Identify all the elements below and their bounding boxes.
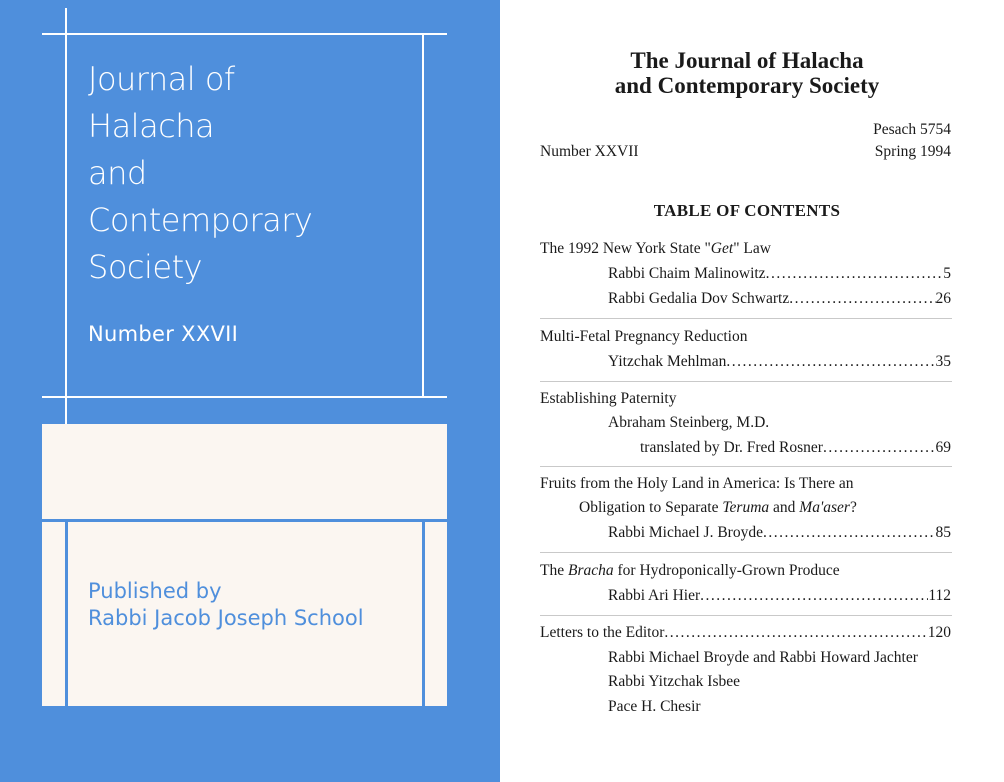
title-text: ?	[849, 499, 857, 516]
cover-title-line: and	[88, 154, 147, 192]
cover-panel-line	[65, 520, 68, 706]
author-name: Yitzchak Mehlman	[608, 353, 727, 370]
page-number: 85	[935, 524, 951, 541]
page-number: 69	[935, 439, 951, 456]
leader-dots	[823, 439, 936, 457]
cover-panel-line	[42, 519, 447, 522]
cover-frame-line	[42, 396, 447, 398]
author-name: Rabbi Gedalia Dov Schwartz	[608, 290, 790, 307]
section-divider	[540, 552, 952, 553]
letters-contributor: Pace H. Chesir	[608, 698, 701, 715]
cover-publisher	[88, 578, 364, 632]
page-number: 120	[927, 624, 951, 641]
cover-panel-line	[422, 520, 425, 706]
author-name: Rabbi Michael J. Broyde	[608, 524, 763, 541]
leader-dots	[726, 353, 935, 371]
issue-number: Number XXVII	[540, 143, 639, 160]
toc-entry-author	[608, 290, 951, 308]
toc-entry-title: Establishing Paternity	[540, 390, 677, 407]
leader-dots	[789, 290, 935, 308]
title-italic: Bracha	[567, 562, 614, 579]
season-hebrew: Pesach 5754	[873, 121, 951, 138]
cover-title-line: Contemporary	[88, 201, 313, 239]
journal-title-line: The Journal of Halacha	[630, 48, 864, 73]
title-text: The 1992 New York State "	[540, 240, 711, 257]
title-italic: Ma'aser	[799, 499, 850, 516]
toc-heading: TABLE OF CONTENTS	[653, 201, 841, 220]
toc-entry-author	[608, 265, 951, 283]
author-name: Rabbi Chaim Malinowitz	[608, 265, 766, 282]
title-text: for Hydroponically-Grown Produce	[613, 562, 840, 579]
title-text: Letters to the Editor	[540, 624, 665, 641]
page-number: 35	[935, 353, 951, 370]
toc-entry-author	[608, 587, 951, 605]
journal-title	[500, 48, 994, 98]
section-divider	[540, 381, 952, 382]
toc-entry-author	[608, 524, 951, 542]
title-text: and	[769, 499, 800, 516]
title-text: The	[540, 562, 568, 579]
page-number: 112	[928, 587, 951, 604]
leader-dots	[766, 265, 944, 283]
contents-page	[500, 0, 1004, 782]
cover-issue-number: Number XXVII	[88, 322, 239, 346]
toc-entry-title	[540, 240, 771, 258]
cover-title-line: Halacha	[88, 107, 215, 145]
toc-entry-title-cont	[579, 499, 857, 517]
letters-contributor: Rabbi Michael Broyde and Rabbi Howard Jachter	[608, 649, 918, 666]
cover-publisher-panel	[42, 424, 447, 706]
cover-publisher-line: Published by	[88, 579, 222, 603]
season-date: Spring 1994	[874, 143, 951, 160]
leader-dots	[700, 587, 928, 605]
cover-frame-line	[65, 8, 67, 424]
page-number: 5	[943, 265, 951, 282]
cover-frame-line	[422, 33, 424, 398]
author-name: Rabbi Ari Hier	[608, 587, 701, 604]
translator-name: translated by Dr. Fred Rosner	[640, 439, 823, 456]
letters-contributor: Rabbi Yitzchak Isbee	[608, 673, 740, 690]
toc-entry-title	[540, 562, 840, 580]
toc-entry-title	[540, 624, 951, 642]
section-divider	[540, 466, 952, 467]
section-divider	[540, 615, 952, 616]
journal-cover	[0, 0, 500, 782]
cover-publisher-line: Rabbi Jacob Joseph School	[88, 606, 364, 630]
toc-entry-translator	[640, 439, 951, 457]
leader-dots	[763, 524, 936, 542]
title-text: " Law	[733, 240, 771, 257]
cover-title-line: Society	[88, 248, 203, 286]
toc-entry-author: Abraham Steinberg, M.D.	[608, 414, 770, 431]
page-number: 26	[935, 290, 951, 307]
title-italic: Get	[710, 240, 734, 257]
journal-title-line: and Contemporary Society	[614, 73, 880, 98]
leader-dots	[664, 624, 927, 642]
title-italic: Teruma	[722, 499, 770, 516]
section-divider	[540, 318, 952, 319]
toc-entry-title: Fruits from the Holy Land in America: Is There an	[540, 475, 854, 492]
toc-entry-author	[608, 353, 951, 371]
cover-frame-line	[42, 33, 447, 35]
cover-title-line: Journal of	[88, 60, 235, 98]
toc-entry-title: Multi-Fetal Pregnancy Reduction	[540, 328, 748, 345]
cover-title	[88, 56, 312, 291]
title-text: Obligation to Separate	[579, 499, 723, 516]
